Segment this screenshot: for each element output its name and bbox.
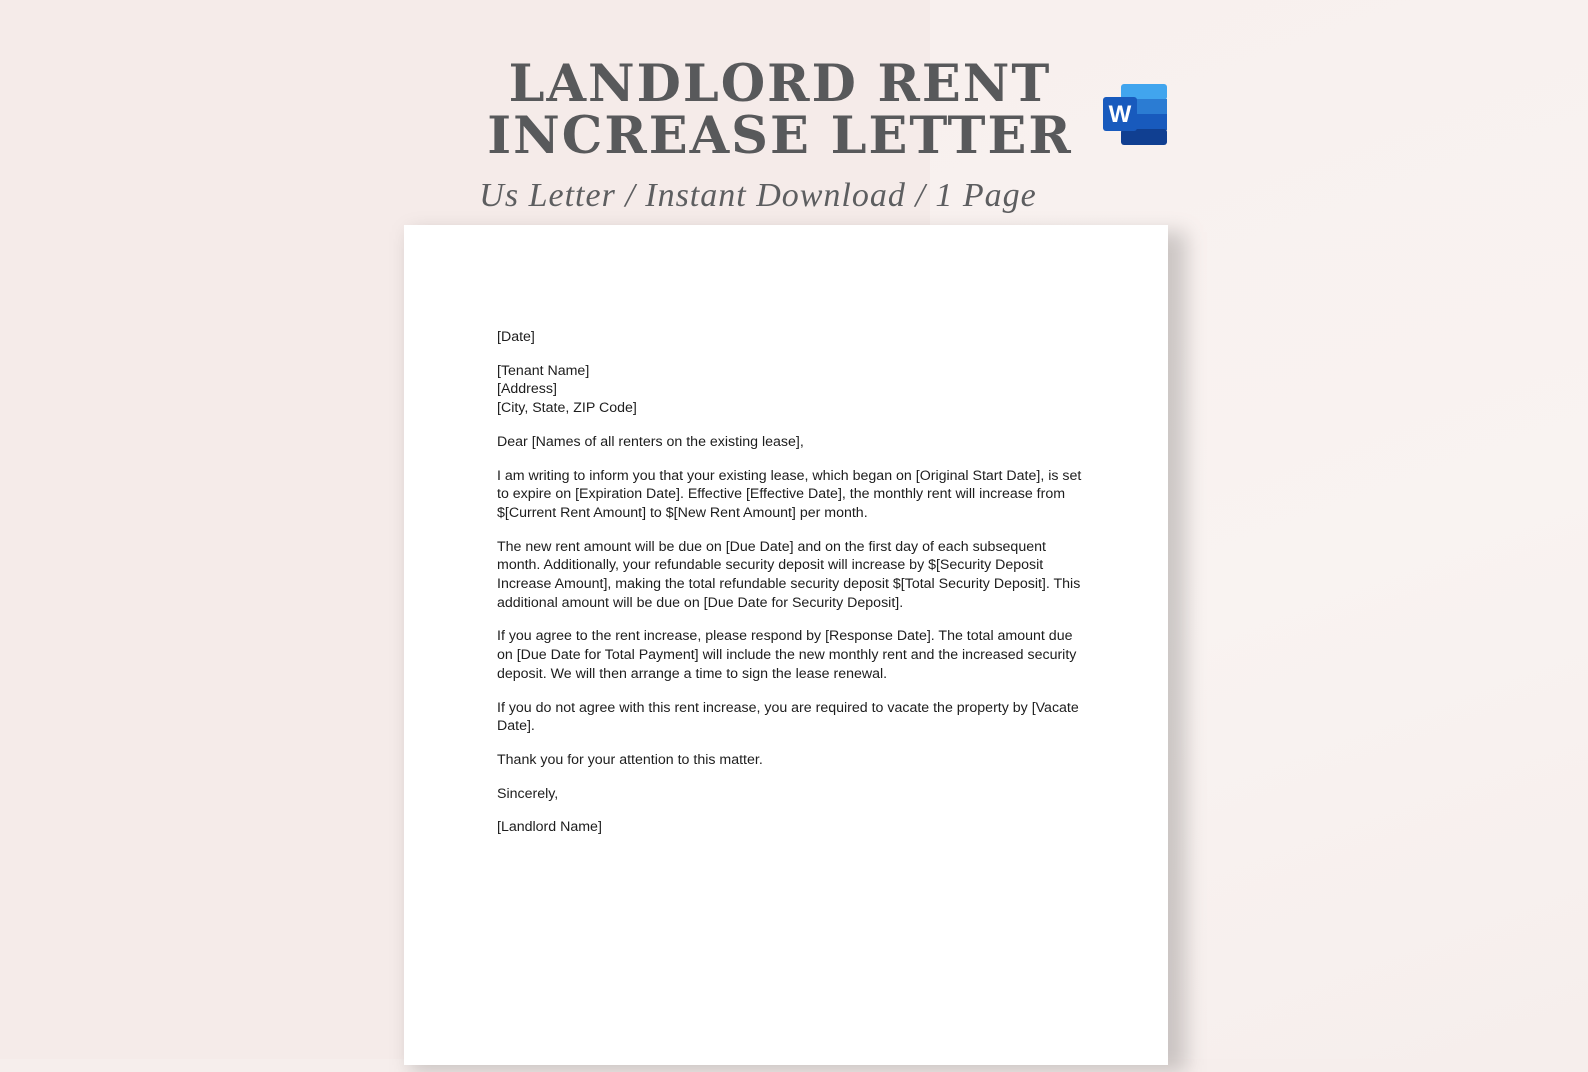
- microsoft-word-icon: [1103, 84, 1169, 146]
- letter-date: [Date]: [497, 329, 535, 345]
- recipient-address-block: [497, 362, 1087, 418]
- page-title: [0, 54, 1560, 166]
- letter-paragraph: The new rent amount will be due on [Due Date] and on the first day of each subsequent month. Additionally, your refundable security deposit will increase by $[Security Deposit Increase Amount], making the total refundable security deposit $[Total Security Deposit]. This additional amount will be due on [Due Date for Security Deposit].: [497, 538, 1081, 611]
- letter-salutation: Dear [Names of all renters on the existing lease],: [497, 433, 804, 450]
- tenant-name: [Tenant Name]: [497, 362, 590, 379]
- letter-signature: [Landlord Name]: [497, 819, 602, 836]
- letter-page: [404, 225, 1168, 1065]
- letter-closing: Sincerely,: [497, 785, 559, 802]
- letter-paragraph: Thank you for your attention to this matter.: [497, 751, 763, 768]
- letter-paragraph: I am writing to inform you that your existing lease, which began on [Original Start Date], is set to expire on [Expiration Date]. Effective [Effective Date], the monthly rent will increase from $[Current Rent Amount] to $[New Rent Amount] per month.: [497, 467, 1082, 521]
- title-line-2: INCREASE LETTER: [487, 106, 1073, 166]
- word-logo-letter: W: [1108, 101, 1132, 128]
- page-subtitle: Us Letter / Instant Download / 1 Page: [479, 177, 1037, 214]
- letter-paragraph: If you agree to the rent increase, please respond by [Response Date]. The total amount due on [Due Date for Total Payment] will include the new monthly rent and the increased security deposit. We will then arrange a time to sign the lease renewal.: [497, 628, 1077, 682]
- address-line: [Address]: [497, 381, 557, 398]
- city-state-zip: [City, State, ZIP Code]: [497, 400, 637, 417]
- title-line-1: LANDLORD RENT: [508, 54, 1052, 114]
- letter-paragraph: If you do not agree with this rent increase, you are required to vacate the property by [Vacate Date].: [497, 699, 1079, 735]
- letter-body: [497, 328, 1087, 852]
